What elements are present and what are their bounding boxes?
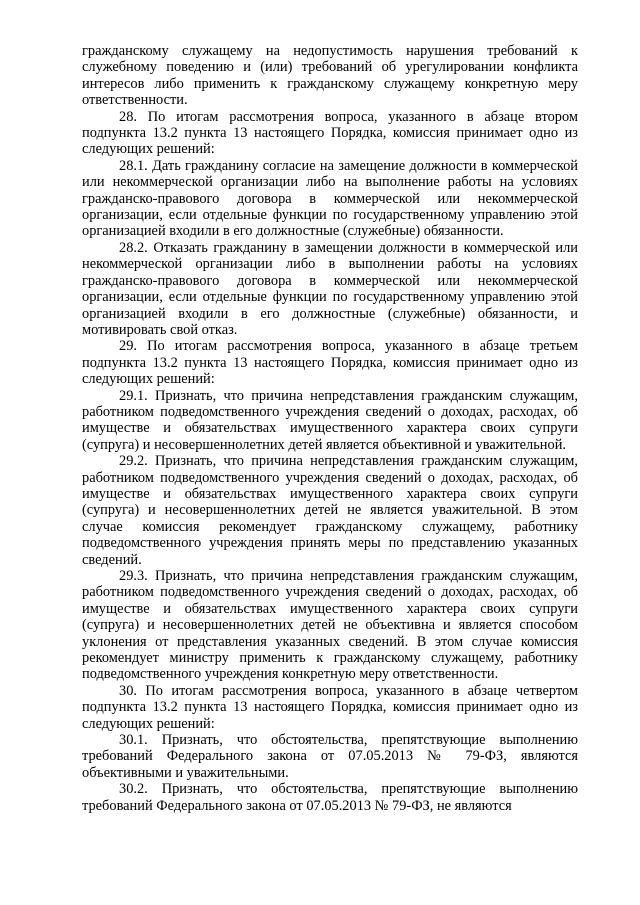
- paragraph-continuation: гражданскому служащему на недопустимость нарушения требований к служебному поведению и (или) требований об урегулировании конфликта интересов либо применить к гражданскому служащему конкретную меру ответственности.: [82, 43, 578, 109]
- document-page: [82, 43, 578, 814]
- paragraph-28-2: 28.2. Отказать гражданину в замещении должности в коммерческой или некоммерческой организации либо в выполнении работы на условиях гражданско-правового договора в коммерческой или некоммерческой организации, если отдельные функции по государственному управлению этой организацией входили в его должностные (служебные) обязанности, и мотивировать свой отказ.: [82, 239, 578, 338]
- paragraph-28-1: 28.1. Дать гражданину согласие на замещение должности в коммерческой или некоммерческой организации либо на выполнение работы на условиях гражданско-правового договора в коммерческой или некоммерческой организации, если отдельные функции по государственному управлению этой организацией входили в его должностные (служебные) обязанности.: [82, 157, 578, 240]
- paragraph-30: 30. По итогам рассмотрения вопроса, указанного в абзаце четвертом подпункта 13.2 пункта 13 настоящего Порядка, комиссия принимает одно из следующих решений:: [82, 682, 578, 732]
- paragraph-29: 29. По итогам рассмотрения вопроса, указанного в абзаце третьем подпункта 13.2 пункта 13 настоящего Порядка, комиссия принимает одно из следующих решений:: [82, 338, 578, 388]
- paragraph-29-1: 29.1. Признать, что причина непредставления гражданским служащим, работником подведомственного учреждения сведений о доходах, расходах, об имуществе и обязательствах имущественного характера своих супруги (супруга) и несовершеннолетних детей является объективной и уважительной.: [82, 387, 578, 453]
- paragraph-29-3: 29.3. Признать, что причина непредставления гражданским служащим, работником подведомственного учреждения сведений о доходах, расходах, об имуществе и обязательствах имущественного характера своих супруги (супруга) и несовершеннолетних детей не объективна и является способом уклонения от представления указанных сведений. В этом случае комиссия рекомендует министру применить к гражданскому служащему, работнику подведомственного учреждения конкретную меру ответственности.: [82, 568, 578, 683]
- paragraph-28: 28. По итогам рассмотрения вопроса, указанного в абзаце втором подпункта 13.2 пункта 13 настоящего Порядка, комиссия принимает одно из следующих решений:: [82, 108, 578, 158]
- paragraph-29-2: 29.2. Признать, что причина непредставления гражданским служащим, работником подведомственного учреждения сведений о доходах, расходах, об имуществе и обязательствах имущественного характера своих супруги (супруга) и несовершеннолетних детей не является уважительной. В этом случае комиссия рекомендует гражданскому служащему, работнику подведомственного учреждения принять меры по представлению указанных сведений.: [82, 453, 578, 568]
- paragraph-30-1: 30.1. Признать, что обстоятельства, препятствующие выполнению требований Федерального закона от 07.05.2013 № 79-ФЗ, являются объективными и уважительными.: [82, 732, 578, 781]
- paragraph-30-2: 30.2. Признать, что обстоятельства, препятствующие выполнению требований Федерального закона от 07.05.2013 № 79-ФЗ, не являются: [82, 781, 578, 814]
